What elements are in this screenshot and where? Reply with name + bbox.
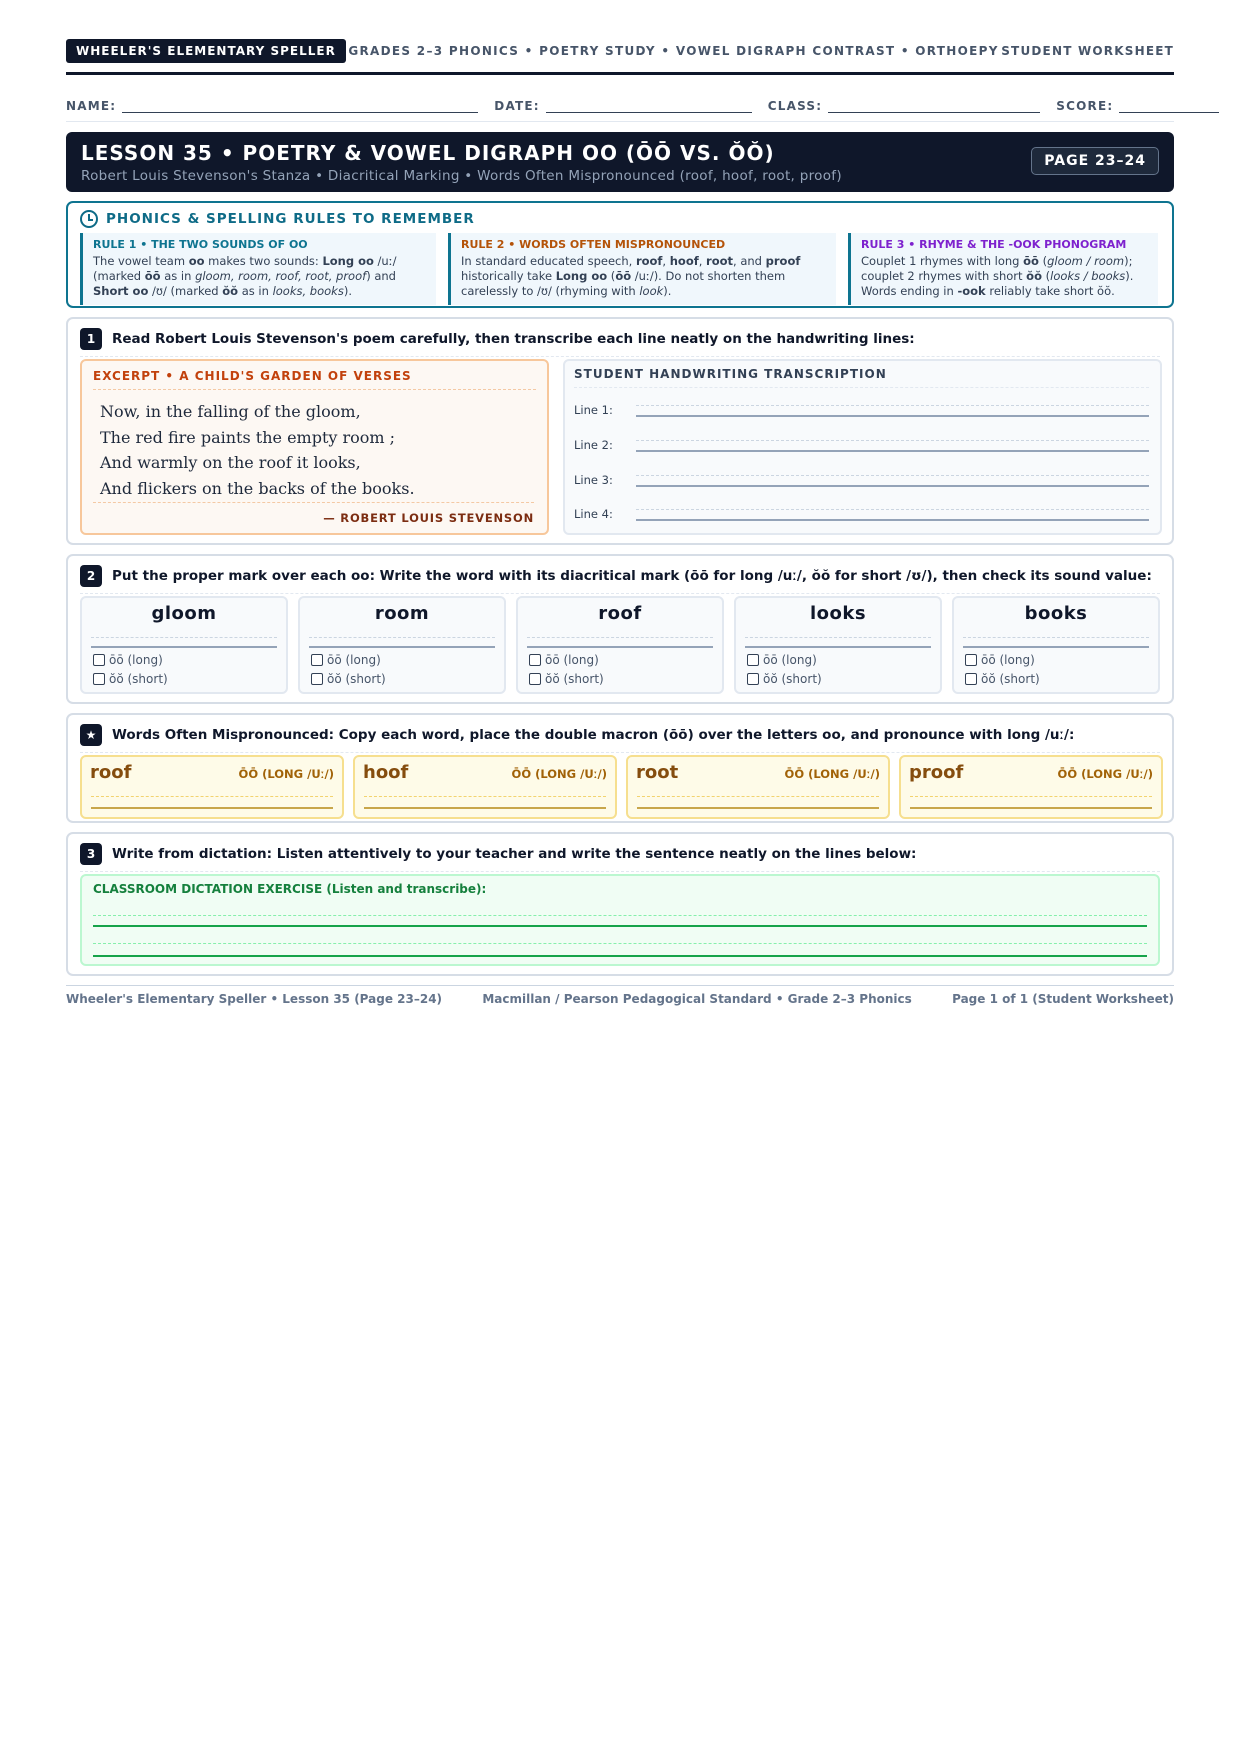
base-line <box>636 415 1149 417</box>
option-label: ōō (long) <box>109 653 163 667</box>
long-tag: ŌŌ (LONG /Uː/) <box>238 767 334 781</box>
date-label: DATE: <box>494 99 540 113</box>
document-type: STUDENT WORKSHEET <box>1001 44 1174 58</box>
section-1-header <box>80 328 1160 357</box>
base-line <box>636 485 1149 487</box>
name-line[interactable] <box>122 98 478 113</box>
long-option[interactable] <box>747 653 817 667</box>
checkbox[interactable] <box>529 673 541 685</box>
score-line[interactable] <box>1119 98 1219 113</box>
poem-line: The red fire paints the empty room ; <box>100 427 396 447</box>
checkbox[interactable] <box>311 673 323 685</box>
page-footer <box>66 985 1174 1006</box>
class-line[interactable] <box>828 98 1040 113</box>
mispronounced-word: roof <box>90 762 132 783</box>
section-3-header <box>80 843 1160 872</box>
poem-text <box>100 399 415 501</box>
checkbox[interactable] <box>747 654 759 666</box>
option-label: ŏŏ (short) <box>109 672 168 686</box>
option-label: ŏŏ (short) <box>981 672 1040 686</box>
guide-line <box>745 637 931 638</box>
rule-2-title: RULE 2 • WORDS OFTEN MISPRONOUNCED <box>461 238 726 251</box>
option-label: ŏŏ (short) <box>545 672 604 686</box>
mispronounced-instruction: Words Often Mispronounced: Copy each word, place the double macron (ōō) over the letters oo, and pronounce with long /uː/: <box>112 727 1075 743</box>
lesson-subtitle: Robert Louis Stevenson's Stanza • Diacritical Marking • Words Often Mispronounced (roof, hoof, root, proof) <box>81 168 842 184</box>
write-line[interactable] <box>309 646 495 648</box>
section-1-instruction: Read Robert Louis Stevenson's poem carefully, then transcribe each line neatly on the handwriting lines: <box>112 331 915 347</box>
name-field[interactable] <box>66 98 478 113</box>
word: roof <box>598 603 642 624</box>
write-line[interactable] <box>91 646 277 648</box>
guide-line <box>636 475 1149 476</box>
long-option[interactable] <box>311 653 381 667</box>
write-line[interactable] <box>91 807 333 809</box>
rule-2-text: In standard educated speech, roof, hoof, root, and proof historically take Long oo (ōō /uː/). Do not shorten them carelessly to /ʊ/ (rhyming with look). <box>461 254 801 298</box>
transcription-line-2[interactable] <box>574 436 1149 460</box>
dictation-line[interactable] <box>93 955 1147 957</box>
footer-center: Macmillan / Pearson Pedagogical Standard • Grade 2–3 Phonics <box>482 992 912 1006</box>
checkbox[interactable] <box>93 654 105 666</box>
rule-1 <box>80 233 436 305</box>
header-meta: GRADES 2–3 PHONICS • POETRY STUDY • VOWEL DIGRAPH CONTRAST • ORTHOEPY <box>348 44 999 58</box>
guide-line <box>636 509 1149 510</box>
guide-line <box>309 637 495 638</box>
option-label: ōō (long) <box>981 653 1035 667</box>
section-2-instruction: Put the proper mark over each oo: Write the word with its diacritical mark (ōō for long /uː/, ŏŏ for short /ʊ/), then check its sound value: <box>112 568 1152 584</box>
checkbox[interactable] <box>311 654 323 666</box>
section-1-number: 1 <box>80 328 102 350</box>
base-line <box>636 519 1149 521</box>
mispronounced-card <box>899 755 1163 819</box>
lesson-banner <box>66 132 1174 192</box>
clock-icon <box>80 210 98 228</box>
rule-2 <box>448 233 836 305</box>
short-option[interactable] <box>965 672 1040 686</box>
section-2-header <box>80 565 1160 594</box>
star-icon: ★ <box>80 724 102 746</box>
option-label: ōō (long) <box>763 653 817 667</box>
write-line[interactable] <box>963 646 1149 648</box>
student-info-row <box>66 91 1174 122</box>
short-option[interactable] <box>747 672 822 686</box>
brand-label: WHEELER'S ELEMENTARY SPELLER <box>66 39 346 63</box>
write-line[interactable] <box>364 807 606 809</box>
word: room <box>374 603 430 624</box>
option-label: ōō (long) <box>327 653 381 667</box>
checkbox[interactable] <box>529 654 541 666</box>
transcription-line-1[interactable] <box>574 401 1149 425</box>
line-label: Line 1: <box>574 403 613 417</box>
word-card <box>734 596 942 694</box>
line-label: Line 3: <box>574 473 613 487</box>
page-badge: PAGE 23–24 <box>1031 147 1159 175</box>
guide-line <box>527 637 713 638</box>
rule-3 <box>848 233 1158 305</box>
footer-right: Page 1 of 1 (Student Worksheet) <box>952 992 1174 1006</box>
section-2-number: 2 <box>80 565 102 587</box>
line-label: Line 4: <box>574 507 613 521</box>
worksheet-page <box>66 38 1174 1006</box>
write-line[interactable] <box>745 646 931 648</box>
poem-line: Now, in the falling of the gloom, <box>100 402 361 421</box>
rule-1-text: The vowel team oo makes two sounds: Long oo /uː/ (marked ōō as in gloom, room, roof, root, proof) and Short oo /ʊ/ (marked ŏŏ as in looks, books). <box>93 254 397 298</box>
rules-box <box>66 201 1174 308</box>
class-field[interactable] <box>768 98 1041 113</box>
guide-line <box>91 796 333 797</box>
long-option[interactable] <box>529 653 599 667</box>
short-option[interactable] <box>311 672 386 686</box>
footer-left: Wheeler's Elementary Speller • Lesson 35 (Page 23–24) <box>66 992 443 1006</box>
guide-line <box>963 637 1149 638</box>
checkbox[interactable] <box>965 654 977 666</box>
transcription-line-3[interactable] <box>574 471 1149 495</box>
section-3-dictation <box>66 832 1174 976</box>
excerpt-label: EXCERPT • A CHILD'S GARDEN OF VERSES <box>93 369 536 390</box>
long-option[interactable] <box>93 653 163 667</box>
guide-line <box>636 405 1149 406</box>
option-label: ŏŏ (short) <box>327 672 386 686</box>
mispronounced-card <box>80 755 344 819</box>
dictation-box[interactable] <box>80 874 1160 966</box>
option-label: ōō (long) <box>545 653 599 667</box>
base-line <box>636 450 1149 452</box>
date-line[interactable] <box>546 98 752 113</box>
long-tag: ŌŌ (LONG /Uː/) <box>1057 767 1153 781</box>
class-label: CLASS: <box>767 99 823 113</box>
guide-line <box>93 943 1147 944</box>
guide-line <box>636 440 1149 441</box>
guide-line <box>93 915 1147 916</box>
mispronounced-card <box>626 755 890 819</box>
word: books <box>1024 603 1088 624</box>
rules-heading <box>80 210 475 228</box>
mispronounced-word: root <box>636 762 679 783</box>
dictation-label: CLASSROOM DICTATION EXERCISE (Listen and transcribe): <box>93 882 487 896</box>
name-label: NAME: <box>66 99 117 113</box>
rule-3-text: Couplet 1 rhymes with long ōō (gloom / room); couplet 2 rhymes with short ŏŏ (looks / books). Words ending in -ook reliably take short ŏŏ. <box>861 254 1134 298</box>
checkbox[interactable] <box>965 673 977 685</box>
write-line[interactable] <box>910 807 1152 809</box>
transcription-line-4[interactable] <box>574 505 1149 529</box>
section-2-diacritics <box>66 554 1174 704</box>
word: gloom <box>151 603 217 624</box>
mispronounced-word: hoof <box>363 762 409 783</box>
rule-3-title: RULE 3 • RHYME & THE -OOK PHONOGRAM <box>861 238 1127 251</box>
write-line[interactable] <box>527 646 713 648</box>
line-label: Line 2: <box>574 438 613 452</box>
transcription-box <box>563 359 1162 535</box>
long-tag: ŌŌ (LONG /Uː/) <box>511 767 607 781</box>
word-card <box>80 596 288 694</box>
checkbox[interactable] <box>747 673 759 685</box>
write-line[interactable] <box>637 807 879 809</box>
lesson-title: LESSON 35 • POETRY & VOWEL DIGRAPH OO (ŌŌ VS. ŎŎ) <box>81 141 775 165</box>
rule-1-title: RULE 1 • THE TWO SOUNDS OF OO <box>93 238 308 251</box>
score-field[interactable] <box>1056 98 1219 113</box>
section-1-poem <box>66 317 1174 545</box>
short-option[interactable] <box>529 672 604 686</box>
short-option[interactable] <box>93 672 168 686</box>
long-tag: ŌŌ (LONG /Uː/) <box>784 767 880 781</box>
guide-line <box>910 796 1152 797</box>
top-header <box>66 38 1174 75</box>
guide-line <box>637 796 879 797</box>
guide-line <box>91 637 277 638</box>
poem-attribution: — ROBERT LOUIS STEVENSON <box>93 502 534 525</box>
mispronounced-card <box>353 755 617 819</box>
date-field[interactable] <box>494 98 752 113</box>
section-3-instruction: Write from dictation: Listen attentively to your teacher and write the sentence neatly on the lines below: <box>112 846 917 862</box>
mispronounced-word: proof <box>909 762 964 783</box>
word-card <box>952 596 1160 694</box>
option-label: ŏŏ (short) <box>763 672 822 686</box>
word-card <box>516 596 724 694</box>
word: looks <box>809 603 867 624</box>
poem-excerpt <box>80 359 549 535</box>
section-mispronounced <box>66 713 1174 823</box>
checkbox[interactable] <box>93 673 105 685</box>
mispronounced-header <box>80 724 1160 753</box>
poem-line: And flickers on the backs of the books. <box>100 478 415 498</box>
score-label: SCORE: <box>1056 99 1114 113</box>
long-option[interactable] <box>965 653 1035 667</box>
word-card <box>298 596 506 694</box>
poem-line: And warmly on the roof it looks, <box>100 453 361 472</box>
dictation-line[interactable] <box>93 925 1147 927</box>
rules-heading-text: PHONICS & SPELLING RULES TO REMEMBER <box>106 211 475 227</box>
transcription-label: STUDENT HANDWRITING TRANSCRIPTION <box>574 367 1149 388</box>
guide-line <box>364 796 606 797</box>
section-3-number: 3 <box>80 843 102 865</box>
